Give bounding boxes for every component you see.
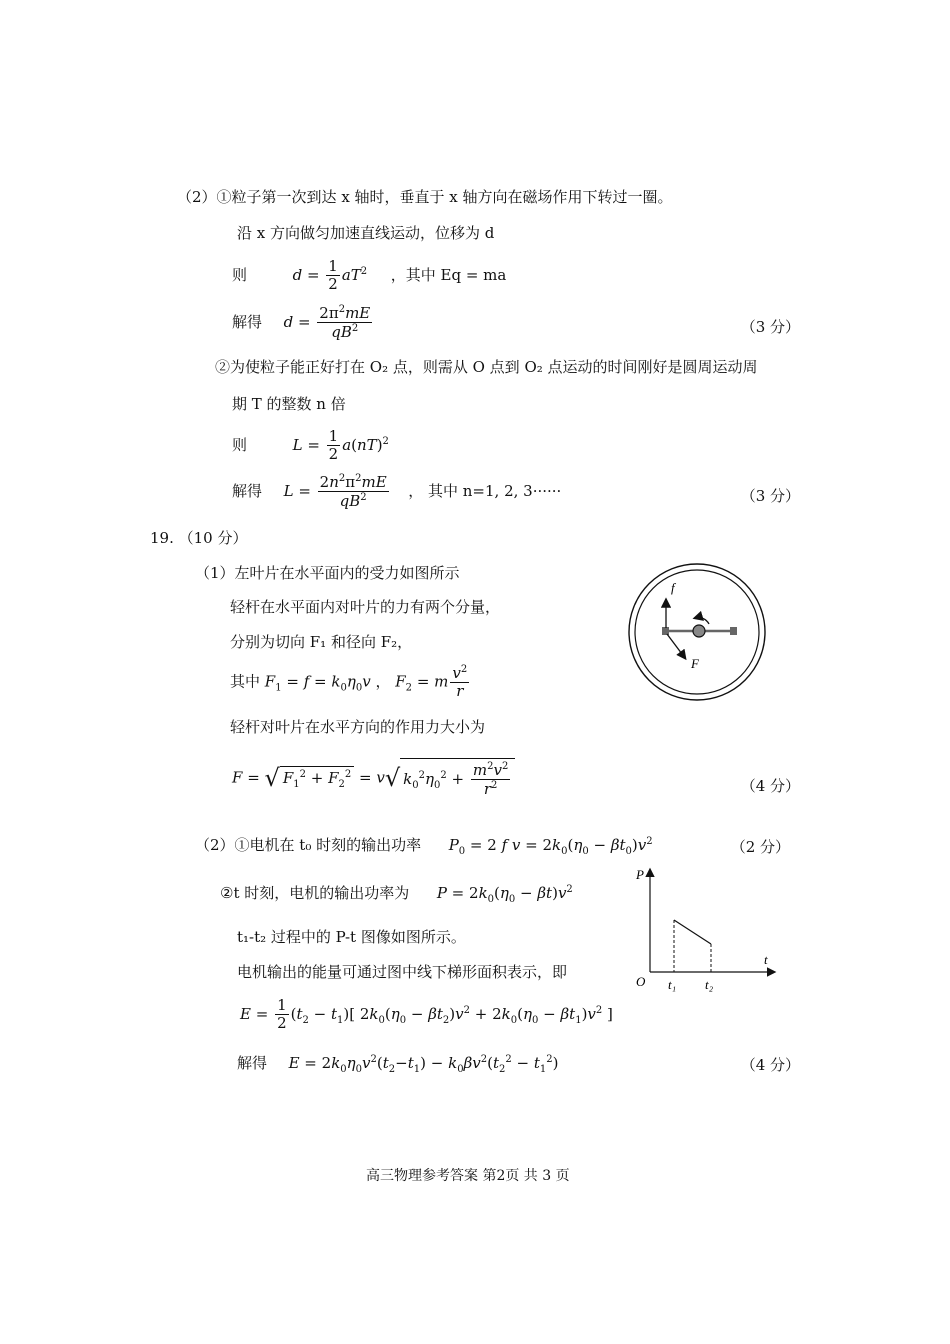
q19-part2-line4: 电机输出的能量可通过图中线下梯形面积表示，即 xyxy=(237,963,568,981)
rotation-arrow xyxy=(695,618,709,624)
q18-part2-line1: （2）①粒子第一次到达 x 轴时，垂直于 x 轴方向在磁场作用下转过一圈。 xyxy=(177,188,673,206)
q19-part2-line3: t₁-t₂ 过程中的 P-t 图像如图所示。 xyxy=(237,928,466,946)
q18-part2-line6: 期 T 的整数 n 倍 xyxy=(232,395,346,413)
score-3b: （3 分） xyxy=(740,487,800,505)
force-F-arrow xyxy=(667,634,685,658)
label-qizhong: 其中 xyxy=(230,672,261,691)
score-3a: （3 分） xyxy=(740,318,800,336)
label-jiede: 解得 xyxy=(232,312,263,331)
label-t2: t₂ xyxy=(705,977,714,992)
q19-part1-line2: 轻杆在水平面内对叶片的力有两个分量， xyxy=(230,598,501,616)
q19-part2-line1: （2）①电机在 t₀ 时刻的输出功率 xyxy=(195,836,422,854)
power-time-graph xyxy=(628,862,778,997)
label-f: f xyxy=(671,580,675,595)
q19-part1-line1: （1）左叶片在水平面内的受力如图所示 xyxy=(195,564,460,582)
q19-part1-line5: 轻杆对叶片在水平方向的作用力大小为 xyxy=(230,718,486,736)
eq-P-t: ②t 时刻，电机的输出功率为 $P = 2k_0(\eta_0 - \beta t)v^2$ xyxy=(220,884,573,905)
q19-part1-line3: 分别为切向 F₁ 和径向 F₂， xyxy=(230,633,413,651)
q19-heading: 19. （10 分） xyxy=(150,529,248,547)
hub xyxy=(693,625,705,637)
score-2: （2 分） xyxy=(730,838,790,856)
label-ze-2: 则 xyxy=(232,435,248,454)
label-F: F xyxy=(691,656,699,671)
eq-E-solution: 解得 $E = 2k_0\eta_0v^2(t_2-t_1) - k_0\beta v^2(t_2^2 - t_1^2)$ xyxy=(237,1054,559,1075)
score-4a: （4 分） xyxy=(740,777,800,795)
eq-qizhong-n: ， 其中 n=1, 2, 3······ xyxy=(408,481,562,500)
eq-qizhong: ，其中 Eq = ma xyxy=(390,265,507,284)
q19-part2-line2: ②t 时刻，电机的输出功率为 xyxy=(220,884,410,902)
q18-part2-line2: 沿 x 方向做匀加速直线运动，位移为 d xyxy=(237,224,495,242)
left-blade xyxy=(662,627,669,635)
eq-d-line: 则 d = $\frac{1}{2}$ $aT^2$ ，其中 Eq = ma xyxy=(232,257,507,294)
q18-part2-line5: ②为使粒子能正好打在 O₂ 点，则需从 O 点到 O₂ 点运动的时间刚好是圆周运动周 xyxy=(215,358,758,376)
fraction-half: $\frac{1}{2}$ xyxy=(328,257,338,294)
label-t: t xyxy=(764,952,768,967)
eq-P0: （2）①电机在 t₀ 时刻的输出功率 $P_0 = 2$ f $v = 2k_0(\eta_0 - \beta t_0)v^2$ xyxy=(195,836,653,857)
eq-E: E = $\frac{1}{2}$ $(t_2 - t_1)$[ $2k_0(\eta_0 - \beta t_2)v^2 + 2k_0(\eta_0 - \beta t_1)v^2$ ] xyxy=(240,996,613,1033)
right-blade xyxy=(730,627,737,635)
label-jiede-3: 解得 xyxy=(237,1054,268,1072)
eq-F1-F2: 其中 $F_1 = f = k_0\eta_0v$ ， $F_2 = m$ $\frac{v^2}{r}$ xyxy=(230,664,468,701)
label-O: O xyxy=(636,974,646,989)
page-footer: 高三物理参考答案 第2页 共 3 页 xyxy=(366,1168,570,1184)
score-4b: （4 分） xyxy=(740,1056,800,1074)
eq-L-solution: 解得 L = $\frac{2n^2\pi^2mE}{qB^2}$ ， 其中 n=1, 2, 3······ xyxy=(232,473,562,511)
label-P: P xyxy=(636,867,644,882)
eq-d-solution: 解得 d = $\frac{2\pi^2mE}{qB^2}$ xyxy=(232,304,371,342)
eq-L-line: 则 L = $\frac{1}{2}$ a(nT)$^2$ xyxy=(232,427,389,464)
blade-force-diagram xyxy=(625,560,770,705)
power-line xyxy=(674,920,711,944)
label-jiede-2: 解得 xyxy=(232,481,263,500)
label-t1: t₁ xyxy=(668,977,677,992)
label-ze: 则 xyxy=(232,265,248,284)
eq-F-total: F = √ $F_1^2 + F_2^2 = v√$ $k_0^2\eta_0^2$ + $\frac{m^2v^2}{r^2}$ xyxy=(232,758,515,799)
